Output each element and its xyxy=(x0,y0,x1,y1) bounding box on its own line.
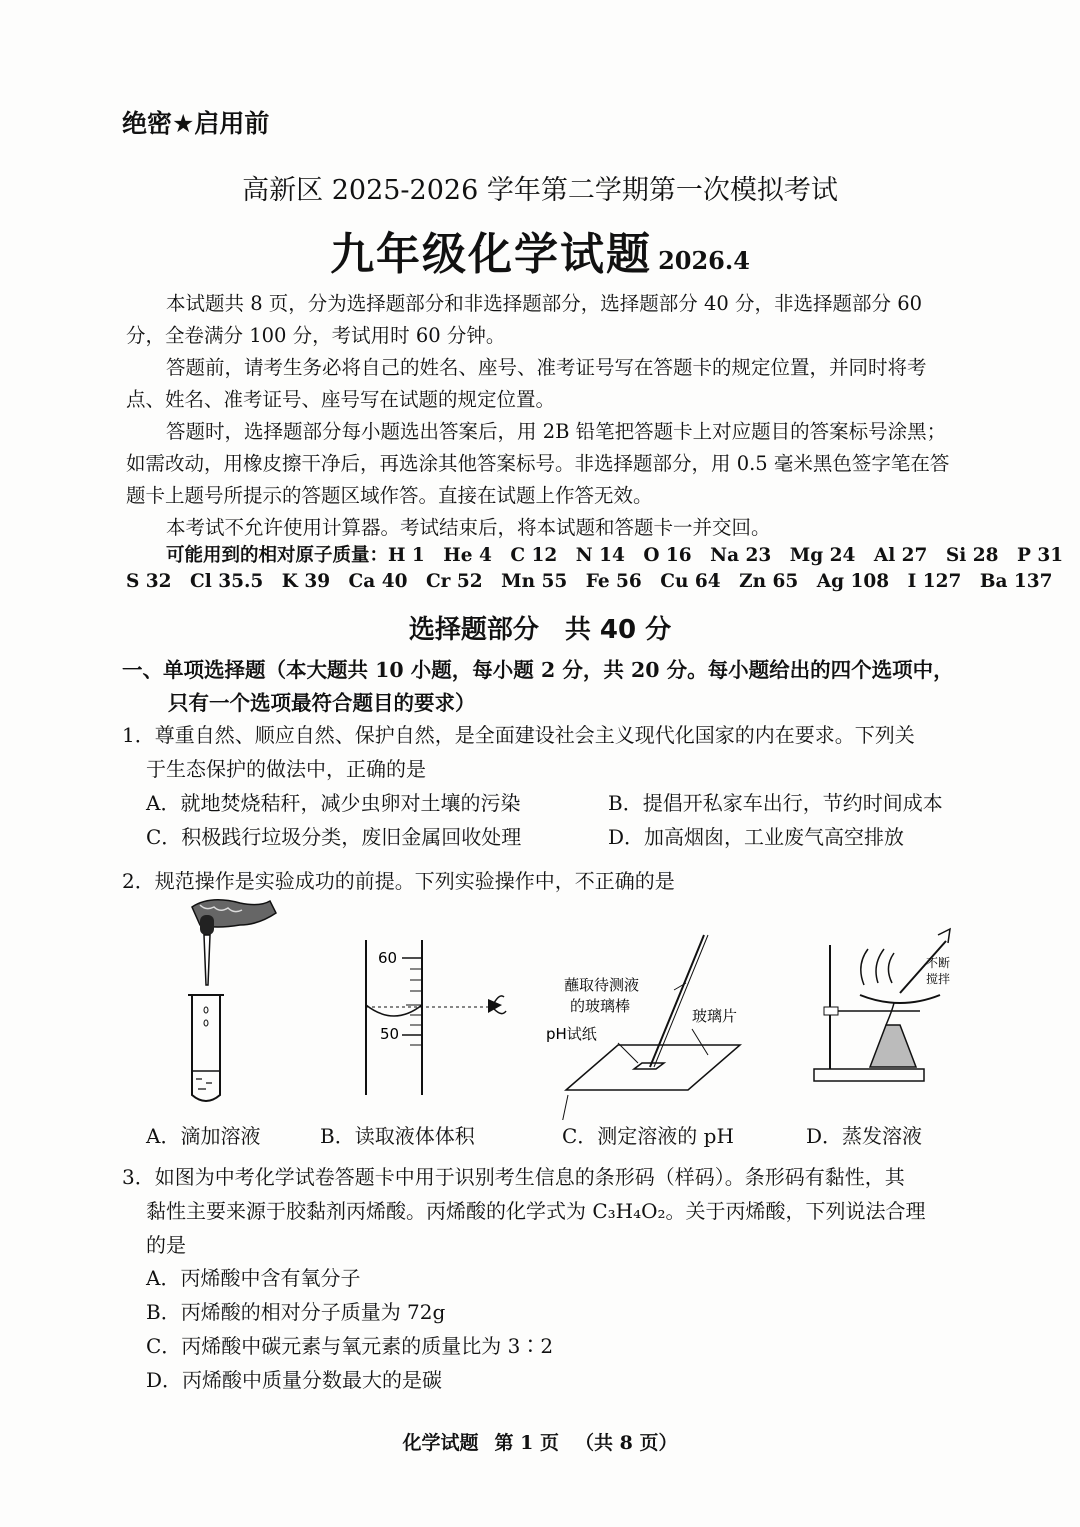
confidential-mark: 绝密★启用前 xyxy=(122,109,270,138)
q1-option-d: D．加高烟囱，工业废气高空排放 xyxy=(608,825,905,849)
q3-option-a: A．丙烯酸中含有氧分子 xyxy=(146,1266,361,1290)
instruction-4: 本考试不允许使用计算器。考试结束后，将本试题和答题卡一并交回。 xyxy=(166,516,771,539)
figure-d-evaporation xyxy=(814,929,950,1081)
q1-stem-1: 1．尊重自然、顺应自然、保护自然，是全面建设社会主义现代化国家的内在要求。下列关 xyxy=(122,723,915,747)
q3-option-b: B．丙烯酸的相对分子质量为 72g xyxy=(146,1300,446,1324)
rod-label-1: 蘸取待测液 xyxy=(564,976,640,994)
q2-option-c: C．测定溶液的 pH xyxy=(562,1124,734,1148)
rod-label-2: 的玻璃棒 xyxy=(570,997,631,1015)
footer-page: 第 1 页 xyxy=(494,1432,559,1454)
question-1 xyxy=(122,718,962,786)
subject-title: 九年级化学试题 xyxy=(330,229,653,280)
stir-label-2: 搅拌 xyxy=(926,972,951,986)
main-title xyxy=(0,218,1080,282)
part-one-heading xyxy=(122,654,954,720)
figure-c-ph-test xyxy=(546,935,740,1120)
figure-b-cylinder xyxy=(366,940,506,1095)
page-footer xyxy=(0,1428,1080,1455)
q3-stem-2: 黏性主要来源于胶黏剂丙烯酸。丙烯酸的化学式为 C₃H₄O₂。关于丙烯酸，下列说法合理 xyxy=(146,1199,926,1223)
instructions xyxy=(126,288,962,544)
q2-option-d: D．蒸发溶液 xyxy=(806,1124,923,1148)
footer-total: （共 8 页） xyxy=(575,1432,678,1454)
exam-title: 高新区 2025-2026 学年第二学期第一次模拟考试 xyxy=(242,175,838,206)
atomic-masses-line-2: S 32 Cl 35.5 K 39 Ca 40 Cr 52 Mn 55 Fe 56 Cu 64 Zn 65 Ag 108 I 127 Ba 137 xyxy=(126,571,1053,592)
q3-option-c: C．丙烯酸中碳元素与氧元素的质量比为 3∶2 xyxy=(146,1334,554,1358)
tick-60: 60 xyxy=(378,949,398,967)
q2-option-b: B．读取液体体积 xyxy=(320,1124,475,1148)
q2-figures xyxy=(130,895,980,1120)
part-one-line-1: 一、单项选择题（本大题共 10 小题，每小题 2 分，共 20 分。每小题给出的四个选项中， xyxy=(122,658,954,682)
q3-option-d: D．丙烯酸中质量分数最大的是碳 xyxy=(146,1368,443,1392)
tick-50: 50 xyxy=(380,1025,400,1043)
question-3 xyxy=(122,1160,962,1262)
instruction-3: 答题时，选择题部分每小题选出答案后，用 2B 铅笔把答题卡上对应题目的答案标号涂黑；如需改动，用橡皮擦干净后，再选涂其他答案标号。非选择题部分，用 0.5 毫米黑色签字笔在答题卡上题号所提示的答题区域作答。直接在试题上作答无效。 xyxy=(126,420,950,507)
q2-stem: 2．规范操作是实验成功的前提。下列实验操作中，不正确的是 xyxy=(122,869,675,893)
atomic-masses-line-1: 可能用到的相对原子质量：H 1 He 4 C 12 N 14 O 16 Na 23 Mg 24 Al 27 Si 28 P 31 xyxy=(166,545,1064,566)
instruction-2: 答题前，请考生务必将自己的姓名、座号、准考证号写在答题卡的规定位置，并同时将考点、姓名、准考证号、座号写在试题的规定位置。 xyxy=(126,356,927,411)
footer-subject: 化学试题 xyxy=(402,1432,479,1454)
figure-a-dropper xyxy=(188,900,276,1101)
q1-stem-2: 于生态保护的做法中，正确的是 xyxy=(146,757,426,781)
q3-stem-3: 的是 xyxy=(146,1233,186,1257)
part-one-line-2: 只有一个选项最符合题目的要求） xyxy=(168,691,476,715)
q2-option-a: A．滴加溶液 xyxy=(146,1124,261,1148)
stir-label-1: 不断 xyxy=(926,956,951,970)
q1-option-c: C．积极践行垃圾分类，废旧金属回收处理 xyxy=(146,825,522,849)
exam-date: 2026.4 xyxy=(658,246,750,275)
section-title: 选择题部分 共 40 分 xyxy=(408,615,672,645)
q3-stem-1: 3．如图为中考化学试卷答题卡中用于识别考生信息的条形码（样码）。条形码有黏性，其 xyxy=(122,1165,905,1189)
q1-option-b: B．提倡开私家车出行，节约时间成本 xyxy=(608,791,943,815)
q1-option-a: A．就地焚烧秸秆，减少虫卵对土壤的污染 xyxy=(146,791,521,815)
glass-label: 玻璃片 xyxy=(692,1007,738,1025)
instruction-1: 本试题共 8 页，分为选择题部分和非选择题部分，选择题部分 40 分，非选择题部分 60 分，全卷满分 100 分，考试用时 60 分钟。 xyxy=(126,292,923,347)
ph-paper-label: pH试纸 xyxy=(546,1025,597,1043)
